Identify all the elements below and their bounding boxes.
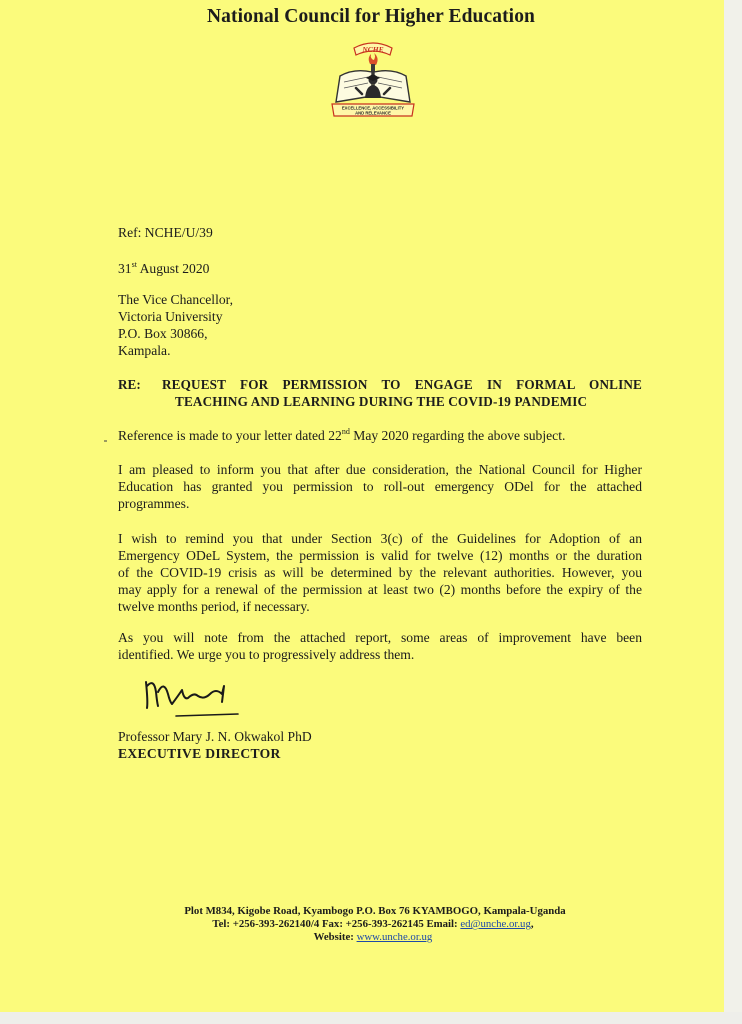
- paragraph-permission: I am pleased to inform you that after due consideration, the National Council for Higher Education has granted you permission to roll-out emergency ODel for the attached programmes.: [118, 462, 642, 511]
- subject-label: RE:: [118, 377, 141, 392]
- address-line: Kampala.: [118, 343, 171, 358]
- logo-flame: [369, 53, 378, 65]
- signature: [138, 672, 248, 722]
- nche-logo: [326, 36, 420, 120]
- org-title: National Council for Higher Education: [206, 6, 535, 27]
- address-line: Victoria University: [118, 309, 223, 324]
- signer-title: EXECUTIVE DIRECTOR: [118, 746, 281, 761]
- logo-motto-1: EXCELLENCE, ACCESSIBILITY: [341, 105, 405, 111]
- paragraph-reference: Reference is made to your letter dated 22nd May 2020 regarding the above subject.: [118, 427, 566, 443]
- subject-line: REQUEST FOR PERMISSION TO ENGAGE IN FORMAL ONLINE TEACHING AND LEARNING DURING THE COVID-19 PANDEMIC: [162, 377, 642, 409]
- website-link[interactable]: www.unche.or.ug: [356, 931, 433, 943]
- reference-number: Ref: NCHE/U/39: [118, 225, 213, 240]
- footer-website: Website: www.unche.or.ug: [313, 931, 433, 943]
- email-link[interactable]: ed@unche.or.ug: [460, 918, 531, 930]
- letter-date: 31st August 2020: [118, 260, 210, 276]
- recipient-address: [118, 291, 233, 359]
- scan-speck: [104, 440, 107, 442]
- scan-margin-bottom: [0, 1012, 742, 1024]
- paragraph-validity: I wish to remind you that under Section 3(c) of the Guidelines for Adoption of an Emergency ODeL System, the permission is valid for twelve (12) months or the duration of the COVID-19 crisis as will be determined by the relevant authorities. However, you may apply for a renewal of the permission at least two (2) months before the expiry of the twelve months period, if necessary.: [118, 531, 642, 614]
- logo-motto-2: AND RELEVANCE: [355, 110, 391, 116]
- address-line: The Vice Chancellor,: [118, 292, 234, 307]
- footer-address: Plot M834, Kigobe Road, Kyambogo P.O. Box 76 KYAMBOGO, Kampala-Uganda: [184, 905, 566, 917]
- address-line: P.O. Box 30866,: [118, 326, 208, 341]
- paragraph-improvement: As you will note from the attached report, some areas of improvement have been identified. We urge you to progressively address them.: [118, 630, 642, 662]
- scan-margin-right: [724, 0, 742, 1024]
- signer-name: Professor Mary J. N. Okwakol PhD: [118, 729, 312, 744]
- logo-name-text: NCHE: [362, 45, 384, 54]
- footer-contact: Tel: +256-393-262140/4 Fax: +256-393-262145 Email: ed@unche.or.ug,: [212, 918, 534, 930]
